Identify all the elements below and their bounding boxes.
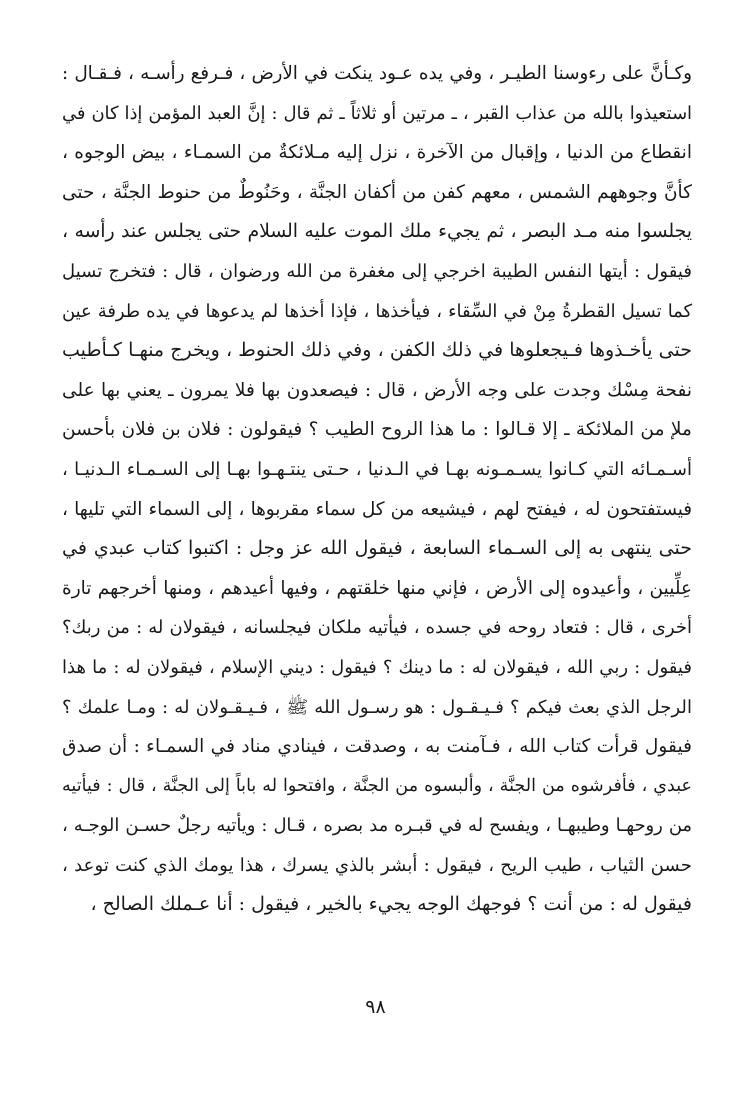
- text-line: فيقول : أيتها النفس الطيبة اخرجي إلى مغفرة من الله ورضوان ، قال : فتخرج تسيل: [62, 260, 692, 282]
- text-line: حسن الثياب ، طيب الريح ، فيقول : أبشر بالذي يسرك ، هذا يومك الذي كنت توعد ،: [62, 854, 692, 876]
- text-line: أخرى ، قال : فتعاد روحه في جسده ، فيأتيه ملكان فيجلسانه ، فيقولان له : من ربك؟: [62, 617, 692, 639]
- text-line: فيستفتحون له ، فيفتح لهم ، فيشيعه من كل سماء مقربوها ، إلى السماء التي تليها ،: [62, 498, 692, 520]
- text-line: وكـأنَّ على رءوسنا الطيـر ، وفي يده عـود ينكت في الأرض ، فـرفع رأسـه ، فـقـال :: [62, 63, 692, 84]
- text-line: يجلسوا منه مـد البصر ، ثم يجيء ملك الموت عليه السلام حتى يجلس عند رأسه ،: [62, 221, 692, 243]
- text-line: أسـمـائه التي كـانوا يسـمـونه بهـا في الـدنيا ، حـتى ينتـهـوا بهـا إلى السـمـاء الـدنيـا ،: [62, 458, 692, 480]
- text-line: عبدي ، فأفرشوه من الجنَّة ، وألبسوه من الجنَّة ، وافتحوا له باباً إلى الجنَّة ، قال : فيأتيه: [62, 775, 692, 796]
- text-line: الرجل الذي بعث فيكم ؟ فـيـقـول : هو رسـول الله ﷺ ، فـيـقـولان له : ومـا علمك ؟: [62, 696, 692, 718]
- text-line: استعيذوا بالله من عذاب القبر ، ـ مرتين أو ثلاثاً ـ ثم قال : إنَّ العبد المؤمن إذا كان في: [62, 102, 692, 124]
- text-line: كما تسيل القطرةُ مِنْ في السِّقاء ، فيأخذها ، فإذا أخذها لم يدعوها في يده طرفة عين: [62, 300, 692, 322]
- text-line: ملإ من الملائكة ـ إلا قـالوا : ما هذا الروح الطيب ؟ فيقولون : فلان بن فلان بأحسن: [62, 419, 692, 441]
- text-line: فيقول : ربي الله ، فيقولان له : ما دينك ؟ فيقول : ديني الإسلام ، فيقولان له : ما هذا: [62, 656, 692, 678]
- text-line: نفحة مِسْك وجدت على وجه الأرض ، قال : فيصعدون بها فلا يمرون ـ يعني بها على: [62, 379, 692, 401]
- text-line: انقطاع من الدنيا ، وإقبال من الآخرة ، نزل إليه مـلائكةٌ من السمـاء ، بيض الوجوه ،: [62, 142, 692, 164]
- text-line: حتى يأخـذوها فـيجعلوها في ذلك الكفن ، وفي ذلك الحنوط ، ويخرج منهـا كـأطيب: [62, 339, 692, 362]
- text-line: فيقول قرأت كتاب الله ، فـآمنت به ، وصدقت ، فينادي مناد في السمـاء : أن صدق: [62, 736, 692, 758]
- page-number: ٩٨: [365, 996, 386, 1018]
- text-line: من روحهـا وطيبهـا ، ويفسح له في قبـره مد بصره ، قـال : ويأتيه رجلٌ حسـن الوجـه ،: [62, 815, 692, 837]
- text-line: عِلِّيين ، وأعيدوه إلى الأرض ، فإني منها خلقتهم ، وفيها أعيدهم ، ومنها أخرجهم تارة: [62, 577, 692, 599]
- text-line: كأنَّ وجوههم الشمس ، معهم كفن من أكفان الجنَّة ، وحَنُوطٌ من حنوط الجنَّة ، حتى: [62, 181, 692, 203]
- text-line: فيقول له : من أنت ؟ فوجهك الوجه يجيء بالخير ، فيقول : أنا عـملك الصالح ،: [90, 893, 692, 916]
- body-text: [62, 54, 692, 925]
- text-line: حتى ينتهى به إلى السـماء السابعة ، فيقول الله عز وجل : اكتبوا كتاب عبدي في: [62, 537, 692, 560]
